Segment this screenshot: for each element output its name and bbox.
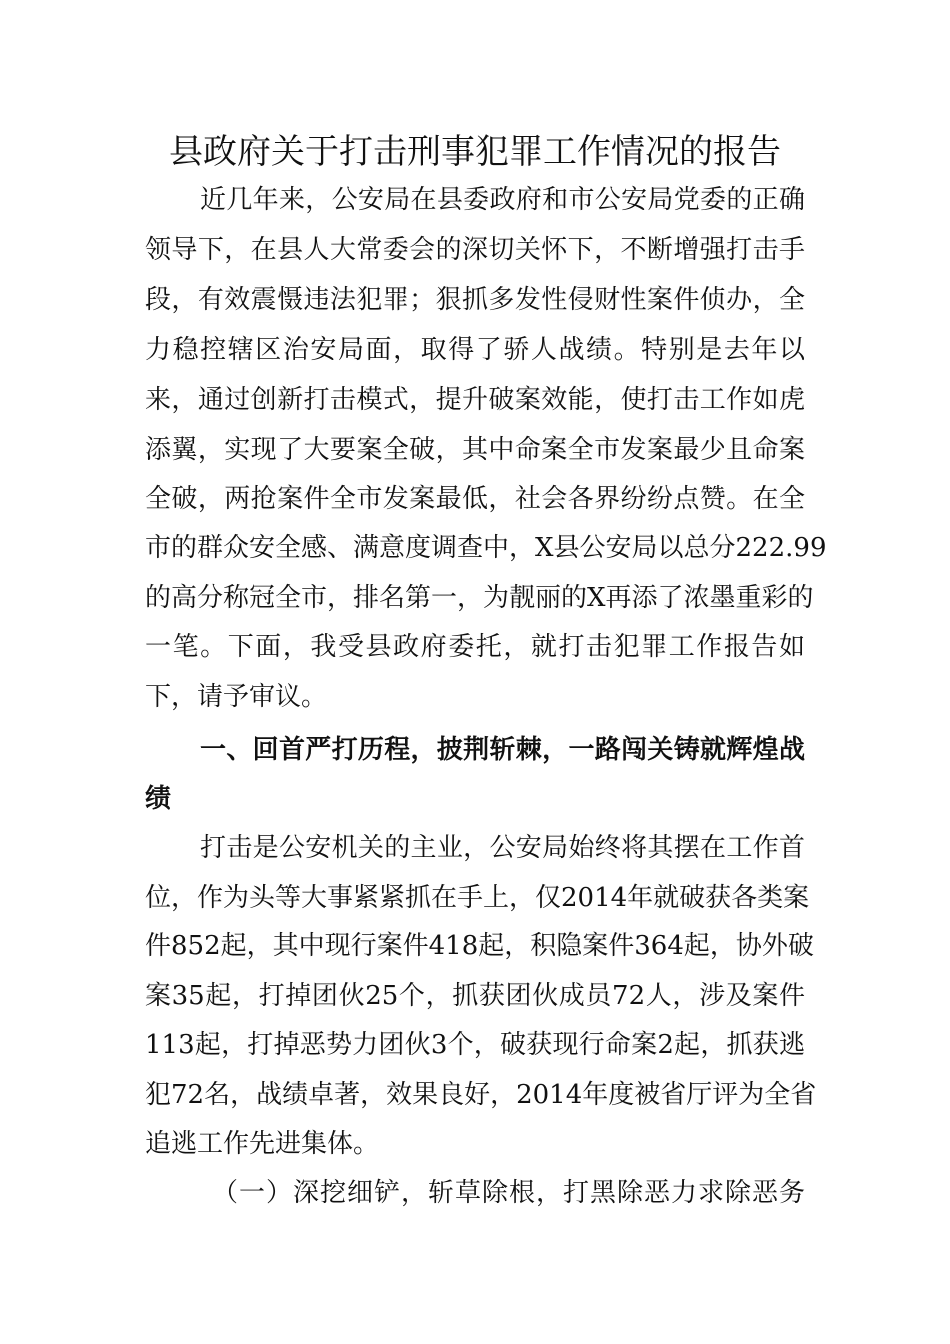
heading-line: 绩 <box>145 784 172 814</box>
text-line: 113起，打掉恶势力团伙3个，破获现行命案2起，抓获逃 <box>145 1030 805 1060</box>
text-line: 力稳控辖区治安局面，取得了骄人战绩。特别是去年以 <box>145 335 805 365</box>
text-line: 来，通过创新打击模式，提升破案效能，使打击工作如虎 <box>145 385 805 415</box>
text-line: 案35起，打掉团伙25个，抓获团伙成员72人，涉及案件 <box>145 981 805 1011</box>
text-line: 添翼，实现了大要案全破，其中命案全市发案最少且命案 <box>145 435 805 465</box>
text-line: 的高分称冠全市，排名第一，为靓丽的X再添了浓墨重彩的 <box>145 583 814 613</box>
text-line: 下，请予审议。 <box>145 682 328 712</box>
text-line: 全破，两抢案件全市发案最低，社会各界纷纷点赞。在全 <box>145 484 805 514</box>
document-title: 县政府关于打击刑事犯罪工作情况的报告 <box>169 132 781 172</box>
text-line: 犯72名，战绩卓著，效果良好，2014年度被省厅评为全省 <box>145 1080 817 1110</box>
text-line: 打击是公安机关的主业，公安局始终将其摆在工作首 <box>200 833 805 863</box>
text-line: 近几年来，公安局在县委政府和市公安局党委的正确 <box>200 185 805 215</box>
heading-line: 一、回首严打历程，披荆斩棘，一路闯关铸就辉煌战 <box>200 735 805 765</box>
text-line: 段，有效震慑违法犯罪；狠抓多发性侵财性案件侦办，全 <box>145 285 805 315</box>
text-line: 件852起，其中现行案件418起，积隐案件364起，协外破 <box>145 931 814 961</box>
text-line: 市的群众安全感、满意度调查中，X县公安局以总分222.99 <box>145 533 827 563</box>
text-line: 追逃工作先进集体。 <box>145 1129 380 1159</box>
subsection-heading-1: （一）深挖细铲，斩草除根，打黑除恶力求除恶务 <box>212 1178 805 1208</box>
text-line: 一笔。下面，我受县政府委托，就打击犯罪工作报告如 <box>145 632 805 662</box>
text-line: 领导下，在县人大常委会的深切关怀下，不断增强打击手 <box>145 235 805 265</box>
text-line: 位，作为头等大事紧紧抓在手上，仅2014年就破获各类案 <box>145 883 810 913</box>
